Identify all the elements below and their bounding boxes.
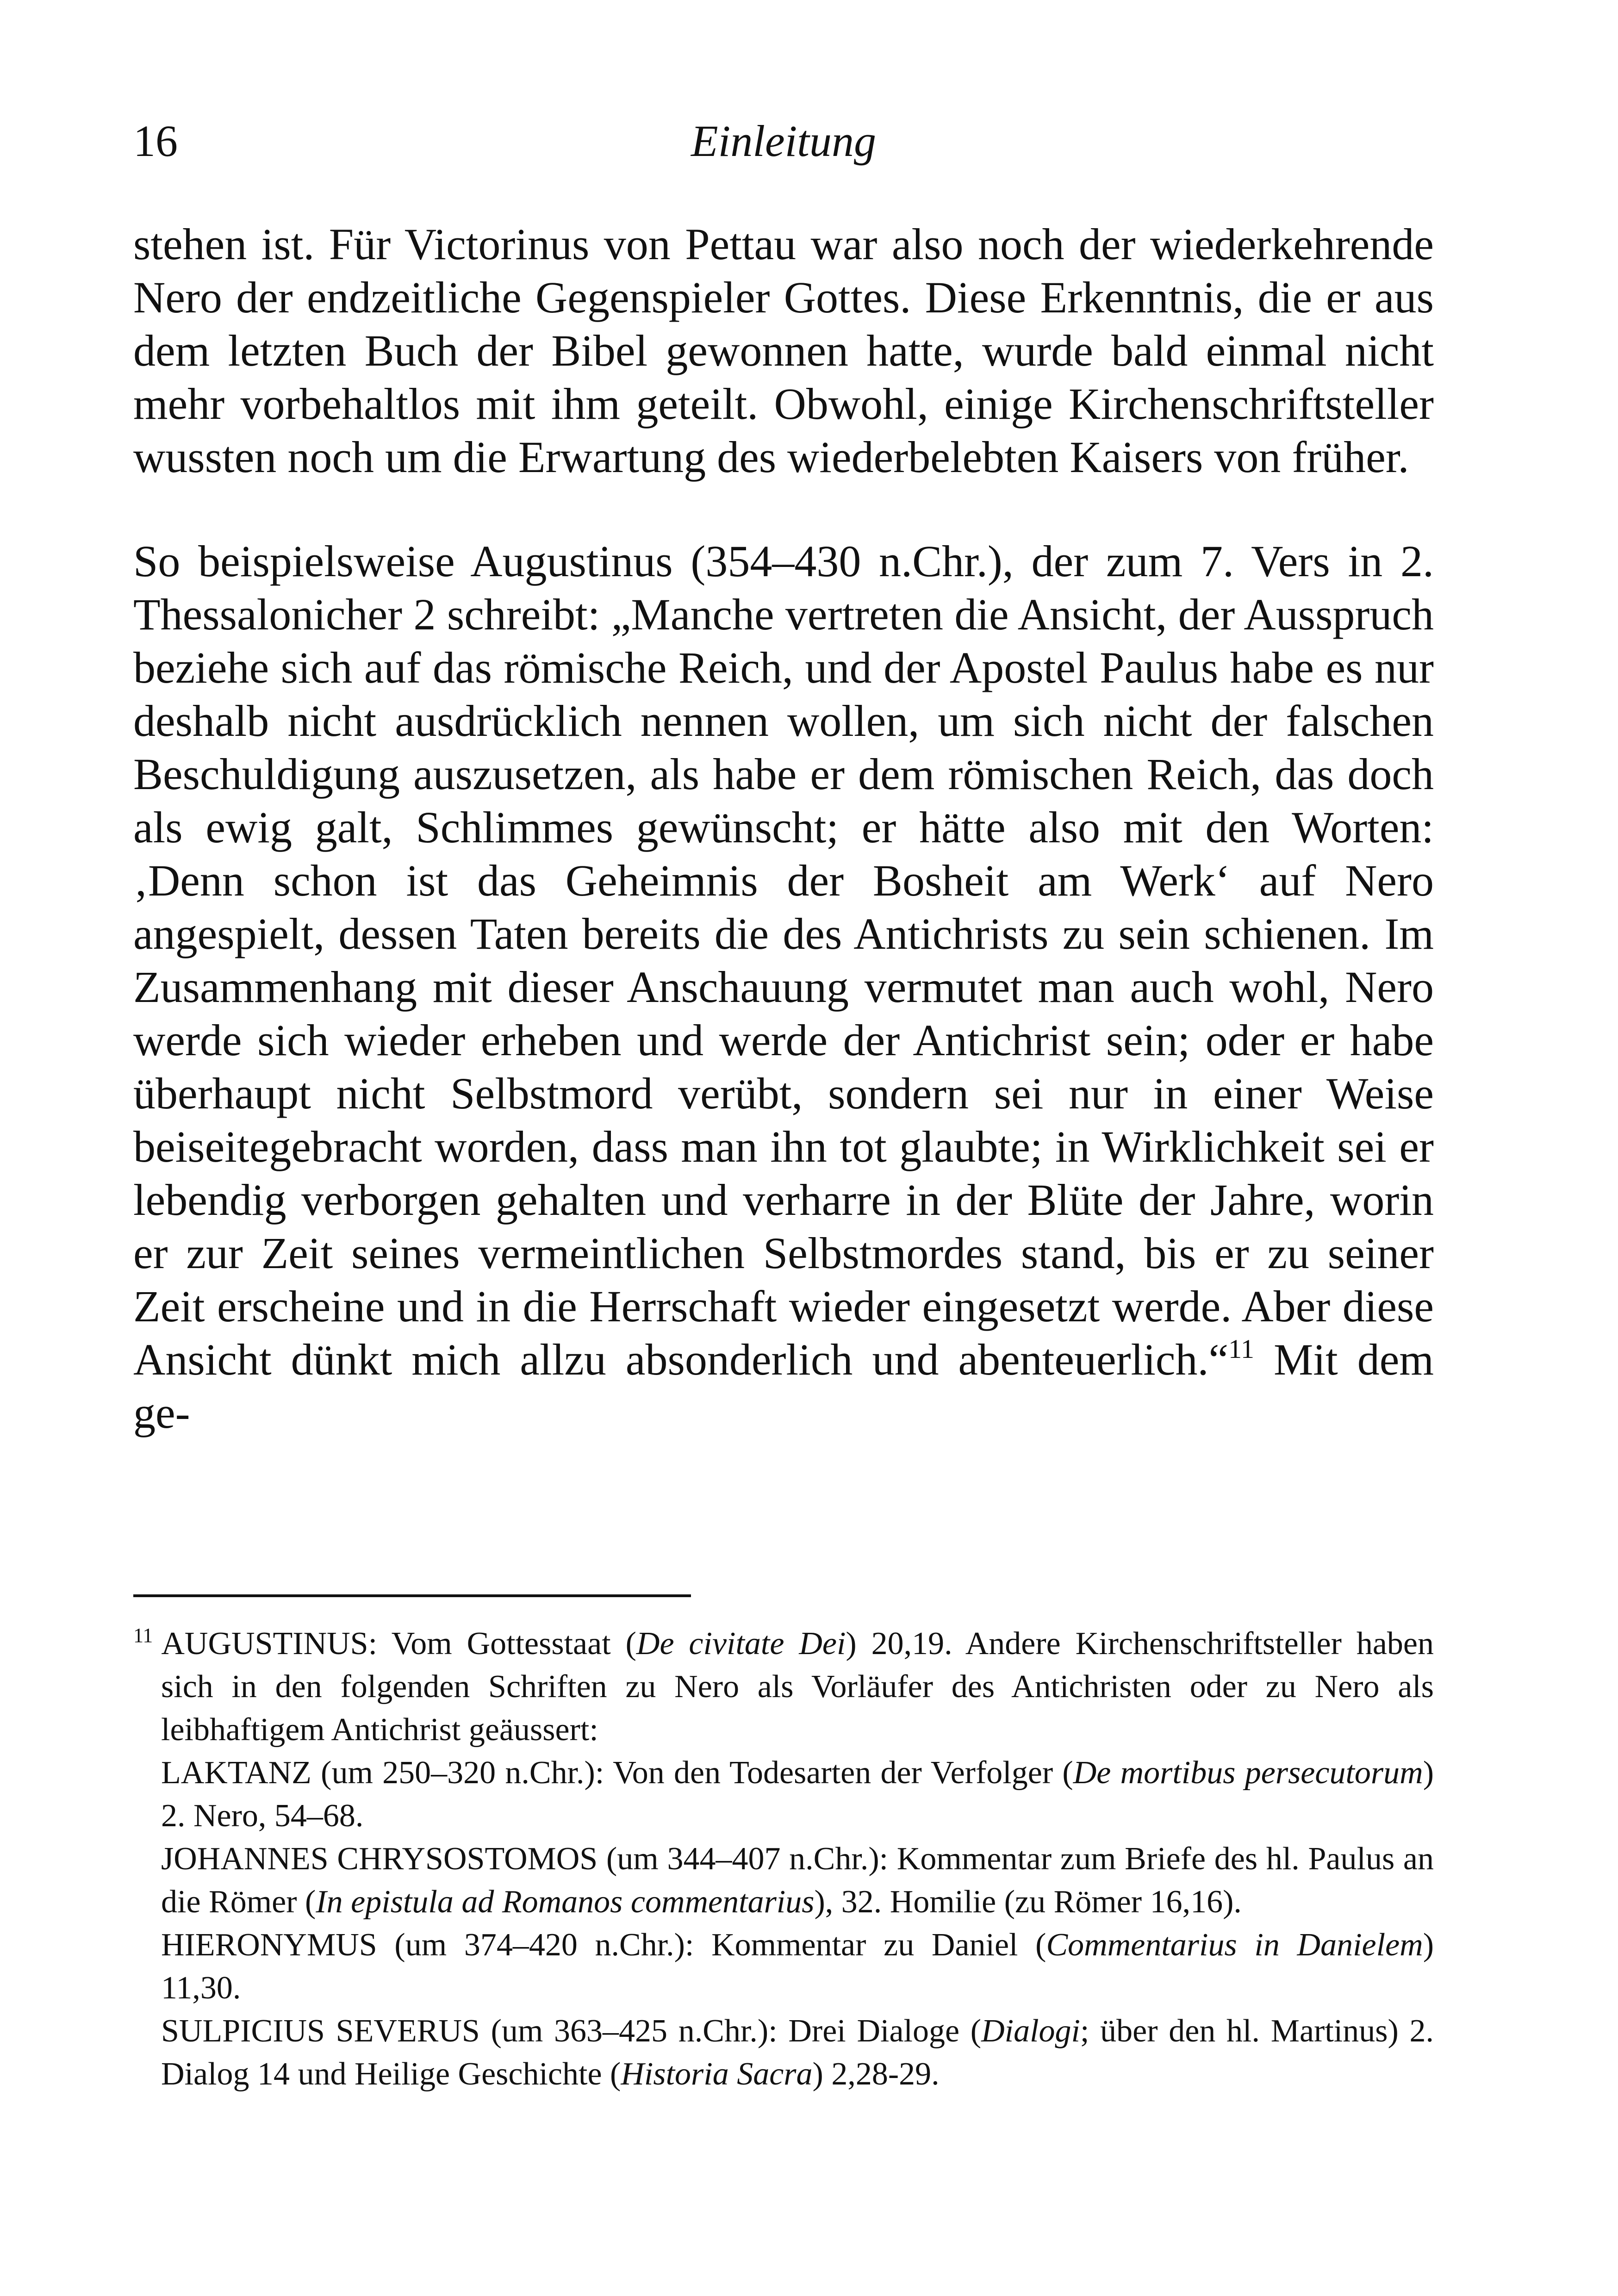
- footnote-text: ) 2. Nero, 54–68.: [161, 1755, 1434, 1834]
- work-title: Commentarius in Danielem: [1046, 1927, 1423, 1963]
- footnote-text: SULPICIUS SEVERUS (um 363–425 n.Chr.): Drei Dialoge (: [161, 2013, 982, 2049]
- footnote-text: HIERONYMUS (um 374–420 n.Chr.): Kommentar zu Daniel (: [161, 1927, 1046, 1963]
- footnote-text: LAKTANZ (um 250–320 n.Chr.): Von den Todesarten der Verfolger (: [161, 1755, 1073, 1791]
- footnote-entry-laktanz: [133, 1751, 1434, 1837]
- paragraph: stehen ist. Für Victorinus von Pettau war also noch der wiederkehrende Nero der endzeitliche Gegenspieler Gottes. Diese Erkenntnis, die er aus dem letzten Buch der Bibel gewonnen hatte, wurde bald einmal nicht mehr vorbehaltlos mit ihm geteilt. Obwohl, einige Kirchenschriftsteller wussten noch um die Erwartung des wiederbelebten Kaisers von früher.: [133, 219, 1434, 482]
- work-title: In epistula ad Romanos commentarius: [316, 1884, 815, 1920]
- footnote-number: 11: [133, 1624, 153, 1647]
- paragraph-text: So beispielsweise Augustinus (354–430 n.Chr.), der zum 7. Vers in 2. Thessalonicher 2 schreibt: „Manche vertreten die Ansicht, der Ausspruch beziehe sich auf das römische Reich, und der Apostel Paulus habe es nur deshalb nicht ausdrücklich nennen wollen, um sich nicht der falschen Beschuldigung auszusetzen, als habe er dem römischen Reich, das doch als ewig galt, Schlimmes gewünscht; er hätte also mit den Worten: ‚Denn schon ist das Geheimnis der Bosheit am Werk‘ auf Nero angespielt, dessen Taten bereits die des Antichrists zu sein schienen. Im Zusammenhang mit dieser Anschauung vermutet man auch wohl, Nero werde sich wieder erheben und werde der Antichrist sein; oder er habe überhaupt nicht Selbstmord verübt, sondern sei nur in einer Weise beiseitegebracht worden, dass man ihn tot glaubte; in Wirklichkeit sei er lebendig verborgen gehalten und verharre in der Blüte der Jahre, worin er zur Zeit seines vermeintlichen Selbstmordes stand, bis er zu seiner Zeit erscheine und in die Herrschaft wieder eingesetzt werde. Aber diese Ansicht dünkt mich allzu absonderlich und abenteuerlich.“: [133, 536, 1434, 1384]
- work-title: De civitate Dei: [636, 1626, 846, 1661]
- work-title: Dialogi: [981, 2013, 1080, 2049]
- footnote-lead: [133, 1622, 1434, 1751]
- footnote-marker: 11: [1228, 1334, 1254, 1364]
- footnote-text: AUGUSTINUS: Vom Gottesstaat (: [161, 1626, 636, 1661]
- footnote-entry-chrysostomos: [133, 1837, 1434, 1923]
- footnote-text: ) 11,30.: [161, 1927, 1434, 2006]
- footnote-text: ) 2,28-29.: [812, 2056, 940, 2092]
- running-title: Einleitung: [691, 116, 876, 166]
- footnote-divider: [133, 1594, 691, 1597]
- paragraph-tail: Mit dem ge-: [133, 1335, 1434, 1437]
- footnote-area: [133, 1622, 1434, 2096]
- footnote-entry-sulpicius: [133, 2010, 1434, 2096]
- footnote-text: JOHANNES CHRYSOSTOMOS (um 344–407 n.Chr.): Kommentar zum Briefe des hl. Paulus an die Römer (: [161, 1841, 1434, 1920]
- page-header: [133, 111, 1434, 171]
- footnote-text: ), 32. Homilie (zu Römer 16,16).: [814, 1884, 1242, 1920]
- paragraph-quote: [133, 535, 1434, 1439]
- footnote-text: ) 20,19. Andere Kirchenschriftsteller haben sich in den folgenden Schriften zu Nero als Vorläufer des Antichristen oder zu Nero als leibhaftigem Antichrist geäussert:: [161, 1626, 1434, 1748]
- footnote-text: ; über den hl. Martinus) 2. Dialog 14 und Heilige Geschichte (: [161, 2013, 1434, 2092]
- main-text: [133, 218, 1434, 1439]
- page-number: 16: [133, 116, 178, 166]
- footnote-entry-hieronymus: [133, 1923, 1434, 2010]
- work-title: De mortibus persecutorum: [1073, 1755, 1423, 1791]
- work-title: Historia Sacra: [621, 2056, 813, 2092]
